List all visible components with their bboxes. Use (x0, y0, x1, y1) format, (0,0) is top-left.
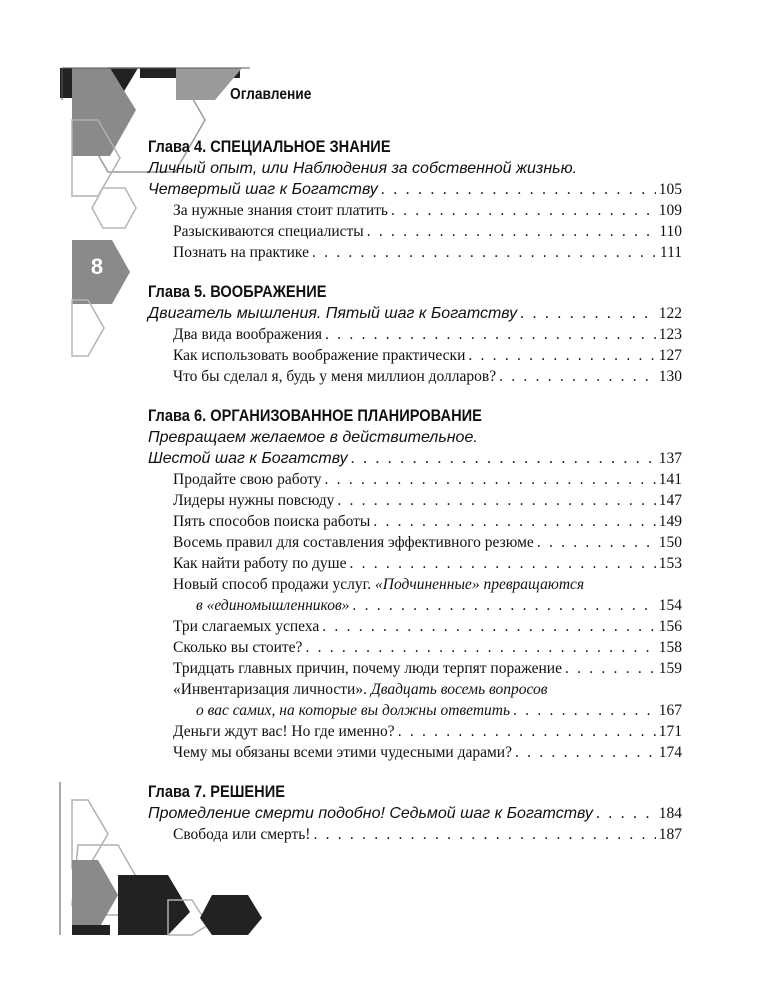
chapter-title: Глава 4. СПЕЦИАЛЬНОЕ ЗНАНИЕ (148, 137, 391, 156)
toc-entry[interactable] (148, 700, 682, 721)
toc-entry[interactable] (148, 200, 682, 221)
entry-page: 147 (658, 492, 682, 509)
leader-dots (499, 366, 656, 387)
toc-entry[interactable] (148, 658, 682, 679)
entry-page: 174 (658, 744, 682, 761)
toc-entry[interactable] (148, 448, 682, 469)
entry-text: Шестой шаг к Богатству (148, 450, 348, 467)
entry-page: 127 (658, 347, 682, 364)
toc-entry[interactable] (148, 427, 682, 448)
leader-dots (565, 658, 656, 679)
toc-entry[interactable] (148, 158, 682, 179)
leader-dots (391, 200, 656, 221)
chapter-5 (148, 281, 682, 387)
entry-page: 159 (658, 660, 682, 677)
toc-entry[interactable] (148, 742, 682, 763)
leader-dots (351, 448, 656, 469)
entry-text: Четвертый шаг к Богатству (148, 181, 378, 198)
leader-dots (322, 616, 655, 637)
entry-text: Тридцать главных причин, почему люди терпят поражение (173, 660, 562, 677)
leader-dots (513, 700, 656, 721)
entry-page: 184 (658, 805, 682, 822)
entry-text: Свобода или смерть! (173, 826, 311, 843)
entry-text: Личный опыт, или Наблюдения за собственной жизнью. (148, 160, 578, 177)
chapter-title: Глава 6. ОРГАНИЗОВАННОЕ ПЛАНИРОВАНИЕ (148, 406, 482, 425)
toc-entry[interactable] (148, 679, 682, 700)
entry-page: 109 (658, 202, 682, 219)
entry-text: Продайте свою работу (173, 471, 322, 488)
leader-dots (352, 595, 655, 616)
entry-text: Три слагаемых успеха (173, 618, 320, 635)
entry-page: 141 (658, 471, 682, 488)
entry-text: Разыскиваются специалисты (173, 223, 364, 240)
entry-page: 149 (658, 513, 682, 530)
entry-text: Познать на практике (173, 244, 309, 261)
entry-text: Как использовать воображение практически (173, 347, 466, 364)
entry-text: Лидеры нужны повсюду (173, 492, 335, 509)
entry-text: Чему мы обязаны всеми этими чудесными дарами? (173, 744, 512, 761)
entry-page: 137 (658, 450, 682, 467)
entry-text: Два вида воображения (173, 326, 323, 343)
running-head: Оглавление (230, 86, 312, 103)
toc-entry[interactable] (148, 490, 682, 511)
entry-page: 187 (658, 826, 682, 843)
entry-page: 105 (658, 181, 682, 198)
leader-dots (596, 803, 656, 824)
toc-entry[interactable] (148, 469, 682, 490)
entry-text: Превращаем желаемое в действительное. (148, 429, 478, 446)
entry-page: 171 (658, 723, 682, 740)
leader-dots (337, 490, 655, 511)
entry-text: Как найти работу по душе (173, 555, 347, 572)
leader-dots (312, 242, 657, 263)
entry-page: 122 (658, 305, 682, 322)
entry-text: Новый способ продажи услуг. (173, 576, 372, 593)
entry-text: Промедление смерти подобно! Седьмой шаг к Богатству (148, 805, 593, 822)
leader-dots (325, 324, 656, 345)
entry-emphasis: «Подчиненные» превращаются (375, 576, 585, 593)
leader-dots (313, 824, 655, 845)
toc-entry[interactable] (148, 345, 682, 366)
leader-dots (367, 221, 657, 242)
leader-dots (373, 511, 655, 532)
table-of-contents (148, 136, 682, 845)
chapter-4 (148, 136, 682, 263)
toc-entry[interactable] (148, 324, 682, 345)
toc-entry[interactable] (148, 616, 682, 637)
entry-page: 167 (658, 702, 682, 719)
toc-entry[interactable] (148, 803, 682, 824)
entry-text: Пять способов поиска работы (173, 513, 371, 530)
leader-dots (381, 179, 656, 200)
entry-text: Восемь правил для составления эффективного резюме (173, 534, 534, 551)
entry-page: 153 (658, 555, 682, 572)
entry-text: Сколько вы стоите? (173, 639, 303, 656)
toc-entry[interactable] (148, 553, 682, 574)
toc-entry[interactable] (148, 532, 682, 553)
entry-page: 154 (658, 597, 682, 614)
toc-entry[interactable] (148, 303, 682, 324)
toc-entry[interactable] (148, 824, 682, 845)
toc-entry[interactable] (148, 721, 682, 742)
chapter-title: Глава 7. РЕШЕНИЕ (148, 782, 285, 801)
entry-page: 150 (658, 534, 682, 551)
chapter-7 (148, 781, 682, 845)
leader-dots (468, 345, 655, 366)
entry-emphasis: в «единомышленников» (196, 597, 350, 614)
toc-entry[interactable] (148, 595, 682, 616)
leader-dots (520, 303, 656, 324)
leader-dots (305, 637, 655, 658)
chapter-title: Глава 5. ВООБРАЖЕНИЕ (148, 282, 327, 301)
page-number: 8 (90, 254, 104, 279)
leader-dots (398, 721, 656, 742)
leader-dots (349, 553, 655, 574)
leader-dots (537, 532, 656, 553)
entry-text: Деньги ждут вас! Но где именно? (173, 723, 395, 740)
toc-entry[interactable] (148, 221, 682, 242)
toc-entry[interactable] (148, 574, 682, 595)
entry-page: 156 (658, 618, 682, 635)
toc-entry[interactable] (148, 637, 682, 658)
toc-entry[interactable] (148, 242, 682, 263)
entry-page: 111 (659, 244, 682, 261)
leader-dots (515, 742, 656, 763)
toc-entry[interactable] (148, 179, 682, 200)
entry-text: Что бы сделал я, будь у меня миллион долларов? (173, 368, 497, 385)
entry-page: 123 (658, 326, 682, 343)
entry-emphasis: Двадцать восемь вопросов (370, 681, 548, 698)
entry-page: 130 (658, 368, 682, 385)
entry-emphasis: о вас самих, на которые вы должны ответить (196, 702, 511, 719)
chapter-6 (148, 405, 682, 763)
entry-page: 158 (658, 639, 682, 656)
entry-text: Двигатель мышления. Пятый шаг к Богатству (148, 305, 518, 322)
leader-dots (325, 469, 656, 490)
toc-entry[interactable] (148, 366, 682, 387)
entry-text: «Инвентаризация личности». (173, 681, 367, 698)
entry-page: 110 (659, 223, 682, 240)
toc-entry[interactable] (148, 511, 682, 532)
entry-text: За нужные знания стоит платить (173, 202, 388, 219)
